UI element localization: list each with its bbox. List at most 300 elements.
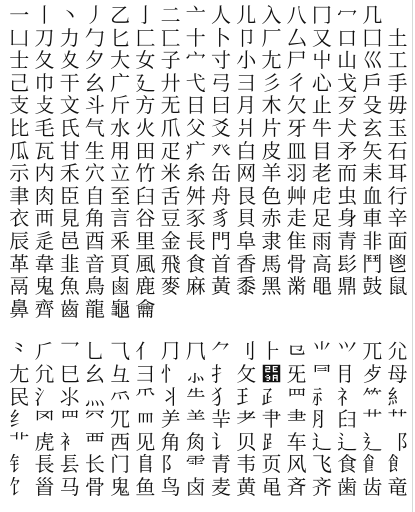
radical-glyph: ⻘ <box>211 452 231 477</box>
radical-glyph: ⺏ <box>387 339 408 364</box>
radical-glyph: ⻬ <box>311 474 332 499</box>
radical-glyph: ⻋ <box>286 429 307 454</box>
radical-glyph: ⺤ <box>110 384 131 409</box>
right-edge-divider <box>412 0 413 512</box>
radical-glyph: 色 <box>261 183 282 208</box>
empty-cell <box>185 298 208 321</box>
radical-glyph: 走 <box>286 206 307 231</box>
radical-row <box>8 27 409 50</box>
radical-glyph: ⺺ <box>261 407 282 432</box>
empty-cell <box>361 298 384 321</box>
radical-glyph: ⺎ <box>362 339 383 364</box>
radical-row <box>8 476 409 499</box>
radical-glyph: 風 <box>135 251 156 276</box>
radical-glyph: 艮 <box>236 183 257 208</box>
radical-glyph: ⻒ <box>59 452 80 477</box>
radical-glyph: 至 <box>110 183 131 208</box>
radical-glyph: 阜 <box>236 228 257 253</box>
radical-glyph: ⻎ <box>362 429 383 454</box>
radical-glyph: ⺜ <box>311 361 332 386</box>
radical-glyph: 毛 <box>34 115 55 140</box>
radical-glyph: ⺣ <box>84 384 105 409</box>
radical-glyph: ⺂ <box>59 339 80 364</box>
radical-glyph: 夕 <box>84 48 105 73</box>
radical-row <box>8 386 409 409</box>
radical-row <box>8 253 409 276</box>
radical-glyph: 羽 <box>286 161 307 186</box>
radical-glyph: 見 <box>59 206 80 231</box>
radical-glyph: 生 <box>84 138 105 163</box>
radical-row <box>8 453 409 476</box>
radical-glyph: 爪 <box>160 115 181 140</box>
radical-glyph: 鼻 <box>9 296 30 321</box>
radical-glyph: 屮 <box>311 48 332 73</box>
radical-glyph: 土 <box>387 25 408 50</box>
radical-glyph: ⺋ <box>286 339 307 364</box>
radical-glyph: ⻂ <box>59 429 80 454</box>
radical-glyph: 黑 <box>261 274 282 299</box>
radical-glyph: 尢 <box>261 48 282 73</box>
radical-glyph: ⻙ <box>236 452 257 477</box>
radical-glyph: 弓 <box>211 70 231 95</box>
radical-glyph: 无 <box>160 93 181 118</box>
radical-glyph: ⻟ <box>387 452 408 477</box>
radical-glyph: ⻝ <box>337 452 358 477</box>
radical-glyph: 戈 <box>337 70 358 95</box>
radical-glyph: 水 <box>110 115 131 140</box>
radical-glyph: 文 <box>59 93 80 118</box>
radical-glyph: 弋 <box>185 70 206 95</box>
radical-row <box>8 408 409 431</box>
radical-glyph: 衣 <box>9 206 30 231</box>
radical-row <box>8 185 409 208</box>
radical-glyph: ⻥ <box>135 474 156 499</box>
radical-glyph: ⺳ <box>84 407 105 432</box>
radical-glyph: 辛 <box>387 206 408 231</box>
empty-cell <box>210 298 233 321</box>
radical-glyph: 犬 <box>337 115 358 140</box>
radical-glyph: 示 <box>9 161 30 186</box>
radical-glyph: 面 <box>387 228 408 253</box>
radical-glyph: 足 <box>311 206 332 231</box>
radical-glyph: 羊 <box>261 161 282 186</box>
radical-glyph: 囗 <box>362 25 383 50</box>
empty-cell <box>386 298 409 321</box>
radical-glyph: 工 <box>387 48 408 73</box>
radical-glyph: ⻅ <box>135 429 156 454</box>
radical-glyph: ⻊ <box>261 429 282 454</box>
radical-glyph: 十 <box>185 25 206 50</box>
radical-glyph: 鼓 <box>362 274 383 299</box>
radical-glyph: 谷 <box>135 206 156 231</box>
radical-glyph: 舟 <box>211 183 231 208</box>
radical-glyph: 疒 <box>185 138 206 163</box>
radical-glyph: ⻞ <box>362 452 383 477</box>
radical-glyph: 木 <box>261 93 282 118</box>
radical-glyph: 立 <box>110 161 131 186</box>
radical-glyph: 人 <box>211 3 231 27</box>
radical-glyph: 斤 <box>110 93 131 118</box>
radical-glyph: 内 <box>34 161 55 186</box>
radical-glyph: 火 <box>135 115 156 140</box>
radical-glyph: 韭 <box>59 251 80 276</box>
radical-glyph: 己 <box>9 70 30 95</box>
radical-glyph: ⺧ <box>185 384 206 409</box>
radical-glyph: 比 <box>9 115 30 140</box>
radical-glyph: ⺗ <box>185 361 206 386</box>
radical-glyph: 舛 <box>185 183 206 208</box>
radical-glyph: 骨 <box>286 251 307 276</box>
radical-glyph: ⻡ <box>34 474 55 499</box>
radical-row <box>8 72 409 95</box>
radical-glyph: ⺐ <box>9 361 30 386</box>
radical-glyph: ⺝ <box>337 361 358 386</box>
empty-cell <box>336 298 359 321</box>
radical-glyph: 毋 <box>387 93 408 118</box>
radical-glyph: ⺒ <box>59 361 80 386</box>
radical-glyph: 長 <box>185 228 206 253</box>
radical-glyph: 歹 <box>337 93 358 118</box>
radical-glyph: ⺲ <box>59 407 80 432</box>
radical-glyph: ⻪ <box>261 474 282 499</box>
radical-glyph: ⻃ <box>84 429 105 454</box>
radical-glyph: ⺆ <box>160 339 181 364</box>
radical-row <box>8 298 409 321</box>
radical-glyph: 缶 <box>211 161 231 186</box>
radical-row <box>8 94 409 117</box>
radical-glyph: 宀 <box>185 48 206 73</box>
radical-glyph: 米 <box>160 161 181 186</box>
radical-glyph: 耳 <box>387 161 408 186</box>
radical-glyph: ⻫ <box>286 474 307 499</box>
radical-row <box>8 162 409 185</box>
radical-glyph: 酉 <box>84 228 105 253</box>
radical-glyph: 貝 <box>236 206 257 231</box>
empty-cell <box>285 298 308 321</box>
radical-glyph: 瓦 <box>34 138 55 163</box>
radical-glyph: 廴 <box>135 70 156 95</box>
radical-glyph: 黹 <box>286 274 307 299</box>
radical-row <box>8 431 409 454</box>
radical-glyph: 辵 <box>34 228 55 253</box>
radical-glyph: ⺡ <box>34 384 55 409</box>
radical-glyph: 瓜 <box>9 138 30 163</box>
radical-glyph: 麥 <box>160 274 181 299</box>
radical-glyph: ⺭ <box>337 384 358 409</box>
radical-glyph: 丿 <box>84 3 105 27</box>
radical-glyph: 豆 <box>160 206 181 231</box>
radical-glyph: 糸 <box>185 161 206 186</box>
radical-glyph: 殳 <box>362 93 383 118</box>
radical-glyph: 卩 <box>236 25 257 50</box>
radical-glyph: 大 <box>110 48 131 73</box>
radical-glyph: 冖 <box>337 3 358 27</box>
radical-glyph: 匚 <box>135 25 156 50</box>
radical-glyph: ⺖ <box>160 361 181 386</box>
radical-glyph: ⻖ <box>160 452 181 477</box>
radical-glyph: 夊 <box>59 48 80 73</box>
radical-glyph: 辰 <box>9 228 30 253</box>
radical-glyph: 山 <box>337 48 358 73</box>
radical-glyph: 鹿 <box>135 274 156 299</box>
radical-glyph: ⻈ <box>211 429 231 454</box>
radical-glyph: ⺁ <box>34 339 55 364</box>
radical-glyph: ⺚ <box>261 361 282 386</box>
radical-glyph: 麻 <box>185 274 206 299</box>
radical-row <box>8 340 409 363</box>
radical-glyph: 黽 <box>311 274 332 299</box>
radical-glyph: 广 <box>110 70 131 95</box>
radical-glyph: 禾 <box>59 161 80 186</box>
radical-glyph: ⻩ <box>236 474 257 499</box>
radical-glyph: ⺴ <box>110 407 131 432</box>
radical-glyph: ⻜ <box>311 452 332 477</box>
radical-glyph: 力 <box>59 25 80 50</box>
radical-glyph: 二 <box>160 3 181 27</box>
radical-glyph: ⺑ <box>34 361 55 386</box>
radical-glyph: 止 <box>311 93 332 118</box>
radical-glyph: 癶 <box>211 138 231 163</box>
radical-glyph: 高 <box>311 251 332 276</box>
radical-glyph: ⺮ <box>362 384 383 409</box>
radical-glyph: 匕 <box>110 25 131 50</box>
radical-glyph: ⺩ <box>236 384 257 409</box>
radical-glyph: 曰 <box>211 93 231 118</box>
radical-glyph: 玄 <box>362 115 383 140</box>
radical-glyph: 心 <box>311 70 332 95</box>
radical-glyph: 气 <box>84 115 105 140</box>
radical-glyph: 卜 <box>211 25 231 50</box>
radical-glyph: ⺬ <box>311 384 332 409</box>
radical-glyph: 血 <box>362 183 383 208</box>
radical-glyph: 臼 <box>135 183 156 208</box>
radical-row <box>8 207 409 230</box>
radical-glyph: 乙 <box>110 3 131 27</box>
radical-glyph: 口 <box>337 25 358 50</box>
radical-glyph: 尸 <box>286 48 307 73</box>
radical-glyph: 欠 <box>286 93 307 118</box>
radical-glyph: ⺥ <box>135 384 156 409</box>
radical-glyph: ⺀ <box>9 339 30 364</box>
radical-glyph: 目 <box>311 138 332 163</box>
radical-glyph: ⺕ <box>135 361 156 386</box>
radical-glyph: 皮 <box>261 138 282 163</box>
radical-glyph: 鬥 <box>362 251 383 276</box>
radical-glyph: 一 <box>9 3 30 27</box>
radical-glyph: 匸 <box>160 25 181 50</box>
radical-glyph: 入 <box>261 3 282 27</box>
radical-glyph: 刀 <box>34 25 55 50</box>
radical-glyph: 角 <box>84 206 105 231</box>
radical-glyph: 丨 <box>34 3 55 27</box>
radical-glyph: 甘 <box>59 138 80 163</box>
radical-glyph: ⻁ <box>34 429 55 454</box>
radical-glyph: 牛 <box>311 115 332 140</box>
radical-glyph: 月 <box>236 93 257 118</box>
radical-glyph: ⻧ <box>185 474 206 499</box>
radical-glyph: ⻑ <box>34 452 55 477</box>
radical-glyph: 車 <box>362 206 383 231</box>
radical-glyph: 邑 <box>59 228 80 253</box>
radical-glyph: ⺄ <box>110 339 131 364</box>
radical-glyph: 日 <box>185 93 206 118</box>
radical-glyph: 虫 <box>337 183 358 208</box>
radical-glyph: 鼎 <box>337 274 358 299</box>
radical-glyph: 夂 <box>34 48 55 73</box>
radical-glyph: ⻓ <box>84 452 105 477</box>
radical-glyph: 又 <box>311 25 332 50</box>
radical-row <box>8 140 409 163</box>
radical-glyph: ⺷ <box>185 407 206 432</box>
radical-glyph: ⺉ <box>236 339 257 364</box>
radical-glyph: 鬲 <box>9 274 30 299</box>
radical-glyph: ⺱ <box>34 407 55 432</box>
radical-glyph: ⻛ <box>286 452 307 477</box>
radical-glyph: 赤 <box>261 206 282 231</box>
radical-glyph: 支 <box>9 93 30 118</box>
radical-glyph: 頁 <box>110 251 131 276</box>
radical-glyph: ⺼ <box>311 407 332 432</box>
radical-glyph: ⺦ <box>160 384 181 409</box>
radical-glyph: ⻯ <box>387 474 408 499</box>
radical-glyph: 聿 <box>9 183 30 208</box>
radical-glyph: 黃 <box>211 274 231 299</box>
radical-glyph: ⺯ <box>387 384 408 409</box>
radical-glyph: ⺢ <box>59 384 80 409</box>
radical-glyph: 龍 <box>84 296 105 321</box>
radical-glyph: 儿 <box>236 3 257 27</box>
radical-glyph: ⺨ <box>211 384 231 409</box>
radical-glyph: 艸 <box>286 183 307 208</box>
radical-glyph: 玉 <box>387 115 408 140</box>
radical-glyph: 冂 <box>311 3 332 27</box>
radical-glyph: 韋 <box>34 251 55 276</box>
radical-glyph: ⻍ <box>337 429 358 454</box>
radical-glyph: ⺈ <box>211 339 231 364</box>
radical-glyph: ⻭ <box>337 474 358 499</box>
radical-glyph: 爿 <box>236 115 257 140</box>
radical-glyph: ⺊ <box>261 339 282 364</box>
radical-glyph: 女 <box>135 48 156 73</box>
radical-row <box>8 49 409 72</box>
radical-glyph: ⻠ <box>9 474 30 499</box>
radical-glyph: ⻆ <box>160 429 181 454</box>
radical-glyph: ⻄ <box>110 429 131 454</box>
radical-glyph: ⻏ <box>387 429 408 454</box>
radical-glyph: ⻣ <box>84 474 105 499</box>
radical-glyph: ⺍ <box>337 339 358 364</box>
radical-glyph: 小 <box>236 48 257 73</box>
radical-glyph: ⺫ <box>286 384 307 409</box>
radical-glyph: 几 <box>362 3 383 27</box>
radical-glyph: ⺾ <box>362 407 383 432</box>
radical-glyph: ⺓ <box>84 361 105 386</box>
radical-glyph: 方 <box>135 93 156 118</box>
empty-cell <box>260 298 283 321</box>
radical-glyph: ⺘ <box>211 361 231 386</box>
radical-glyph: ⻉ <box>236 429 257 454</box>
radical-glyph: 首 <box>211 251 231 276</box>
radical-glyph: ⺛ <box>286 361 307 386</box>
radical-glyph: ⺰ <box>9 407 30 432</box>
radical-glyph: ⺪ <box>261 384 282 409</box>
radical-row <box>8 363 409 386</box>
radical-glyph: 幺 <box>84 70 105 95</box>
radical-glyph: 厶 <box>286 25 307 50</box>
radical-glyph: 厂 <box>261 25 282 50</box>
radical-glyph: 鹵 <box>110 274 131 299</box>
radical-glyph: 攴 <box>34 93 55 118</box>
radical-glyph: ⺸ <box>211 407 231 432</box>
radical-glyph: 鬼 <box>34 274 55 299</box>
radical-glyph: 用 <box>110 138 131 163</box>
radical-glyph: ⻀ <box>9 429 30 454</box>
radical-glyph: ⺿ <box>387 407 408 432</box>
radical-row <box>8 275 409 298</box>
radical-glyph: 音 <box>84 251 105 276</box>
radical-glyph: 隶 <box>261 228 282 253</box>
empty-cell <box>235 298 258 321</box>
radical-glyph: 行 <box>387 183 408 208</box>
radical-glyph: 片 <box>261 115 282 140</box>
radical-glyph: 廾 <box>160 70 181 95</box>
radical-glyph: 飛 <box>160 251 181 276</box>
radical-glyph: 臣 <box>59 183 80 208</box>
radical-glyph: 自 <box>84 183 105 208</box>
radical-glyph: ⻚ <box>261 452 282 477</box>
radical-glyph: 食 <box>185 251 206 276</box>
radical-glyph: 子 <box>160 48 181 73</box>
radical-glyph: 齒 <box>59 296 80 321</box>
radical-glyph: 雨 <box>311 228 332 253</box>
radical-glyph: ⺻ <box>286 407 307 432</box>
radical-glyph: ⺃ <box>84 339 105 364</box>
radical-glyph: 田 <box>135 138 156 163</box>
radical-glyph: 而 <box>337 161 358 186</box>
kangxi-radicals-block <box>8 4 409 320</box>
radical-glyph: 矢 <box>362 138 383 163</box>
radical-glyph: 門 <box>211 228 231 253</box>
radical-glyph: 竹 <box>135 161 156 186</box>
radical-glyph: 鳥 <box>84 274 105 299</box>
radical-glyph: ⺌ <box>311 339 332 364</box>
radical-glyph: 鬯 <box>387 251 408 276</box>
radical-glyph: 矛 <box>337 138 358 163</box>
radical-glyph: 龜 <box>110 296 131 321</box>
radical-glyph: ⺙ <box>236 361 257 386</box>
radical-glyph: 金 <box>160 228 181 253</box>
radical-glyph: 彐 <box>236 70 257 95</box>
radical-glyph: 龠 <box>135 296 156 321</box>
radical-glyph: 氏 <box>59 115 80 140</box>
radical-glyph: 斗 <box>84 93 105 118</box>
radical-glyph: 里 <box>135 228 156 253</box>
radical-row <box>8 4 409 27</box>
radical-glyph: 黍 <box>236 274 257 299</box>
radical-glyph: ⺠ <box>9 384 30 409</box>
radical-glyph: 士 <box>9 48 30 73</box>
radical-glyph: 釆 <box>110 228 131 253</box>
radical-glyph: 凵 <box>9 25 30 50</box>
radical-glyph: 髟 <box>337 251 358 276</box>
radical-glyph: 皿 <box>286 138 307 163</box>
radical-row <box>8 230 409 253</box>
radical-glyph: 戶 <box>362 70 383 95</box>
radical-glyph: ⺞ <box>362 361 383 386</box>
radical-glyph: 白 <box>236 138 257 163</box>
radical-glyph: 豕 <box>185 206 206 231</box>
radical-glyph: 鼠 <box>387 274 408 299</box>
